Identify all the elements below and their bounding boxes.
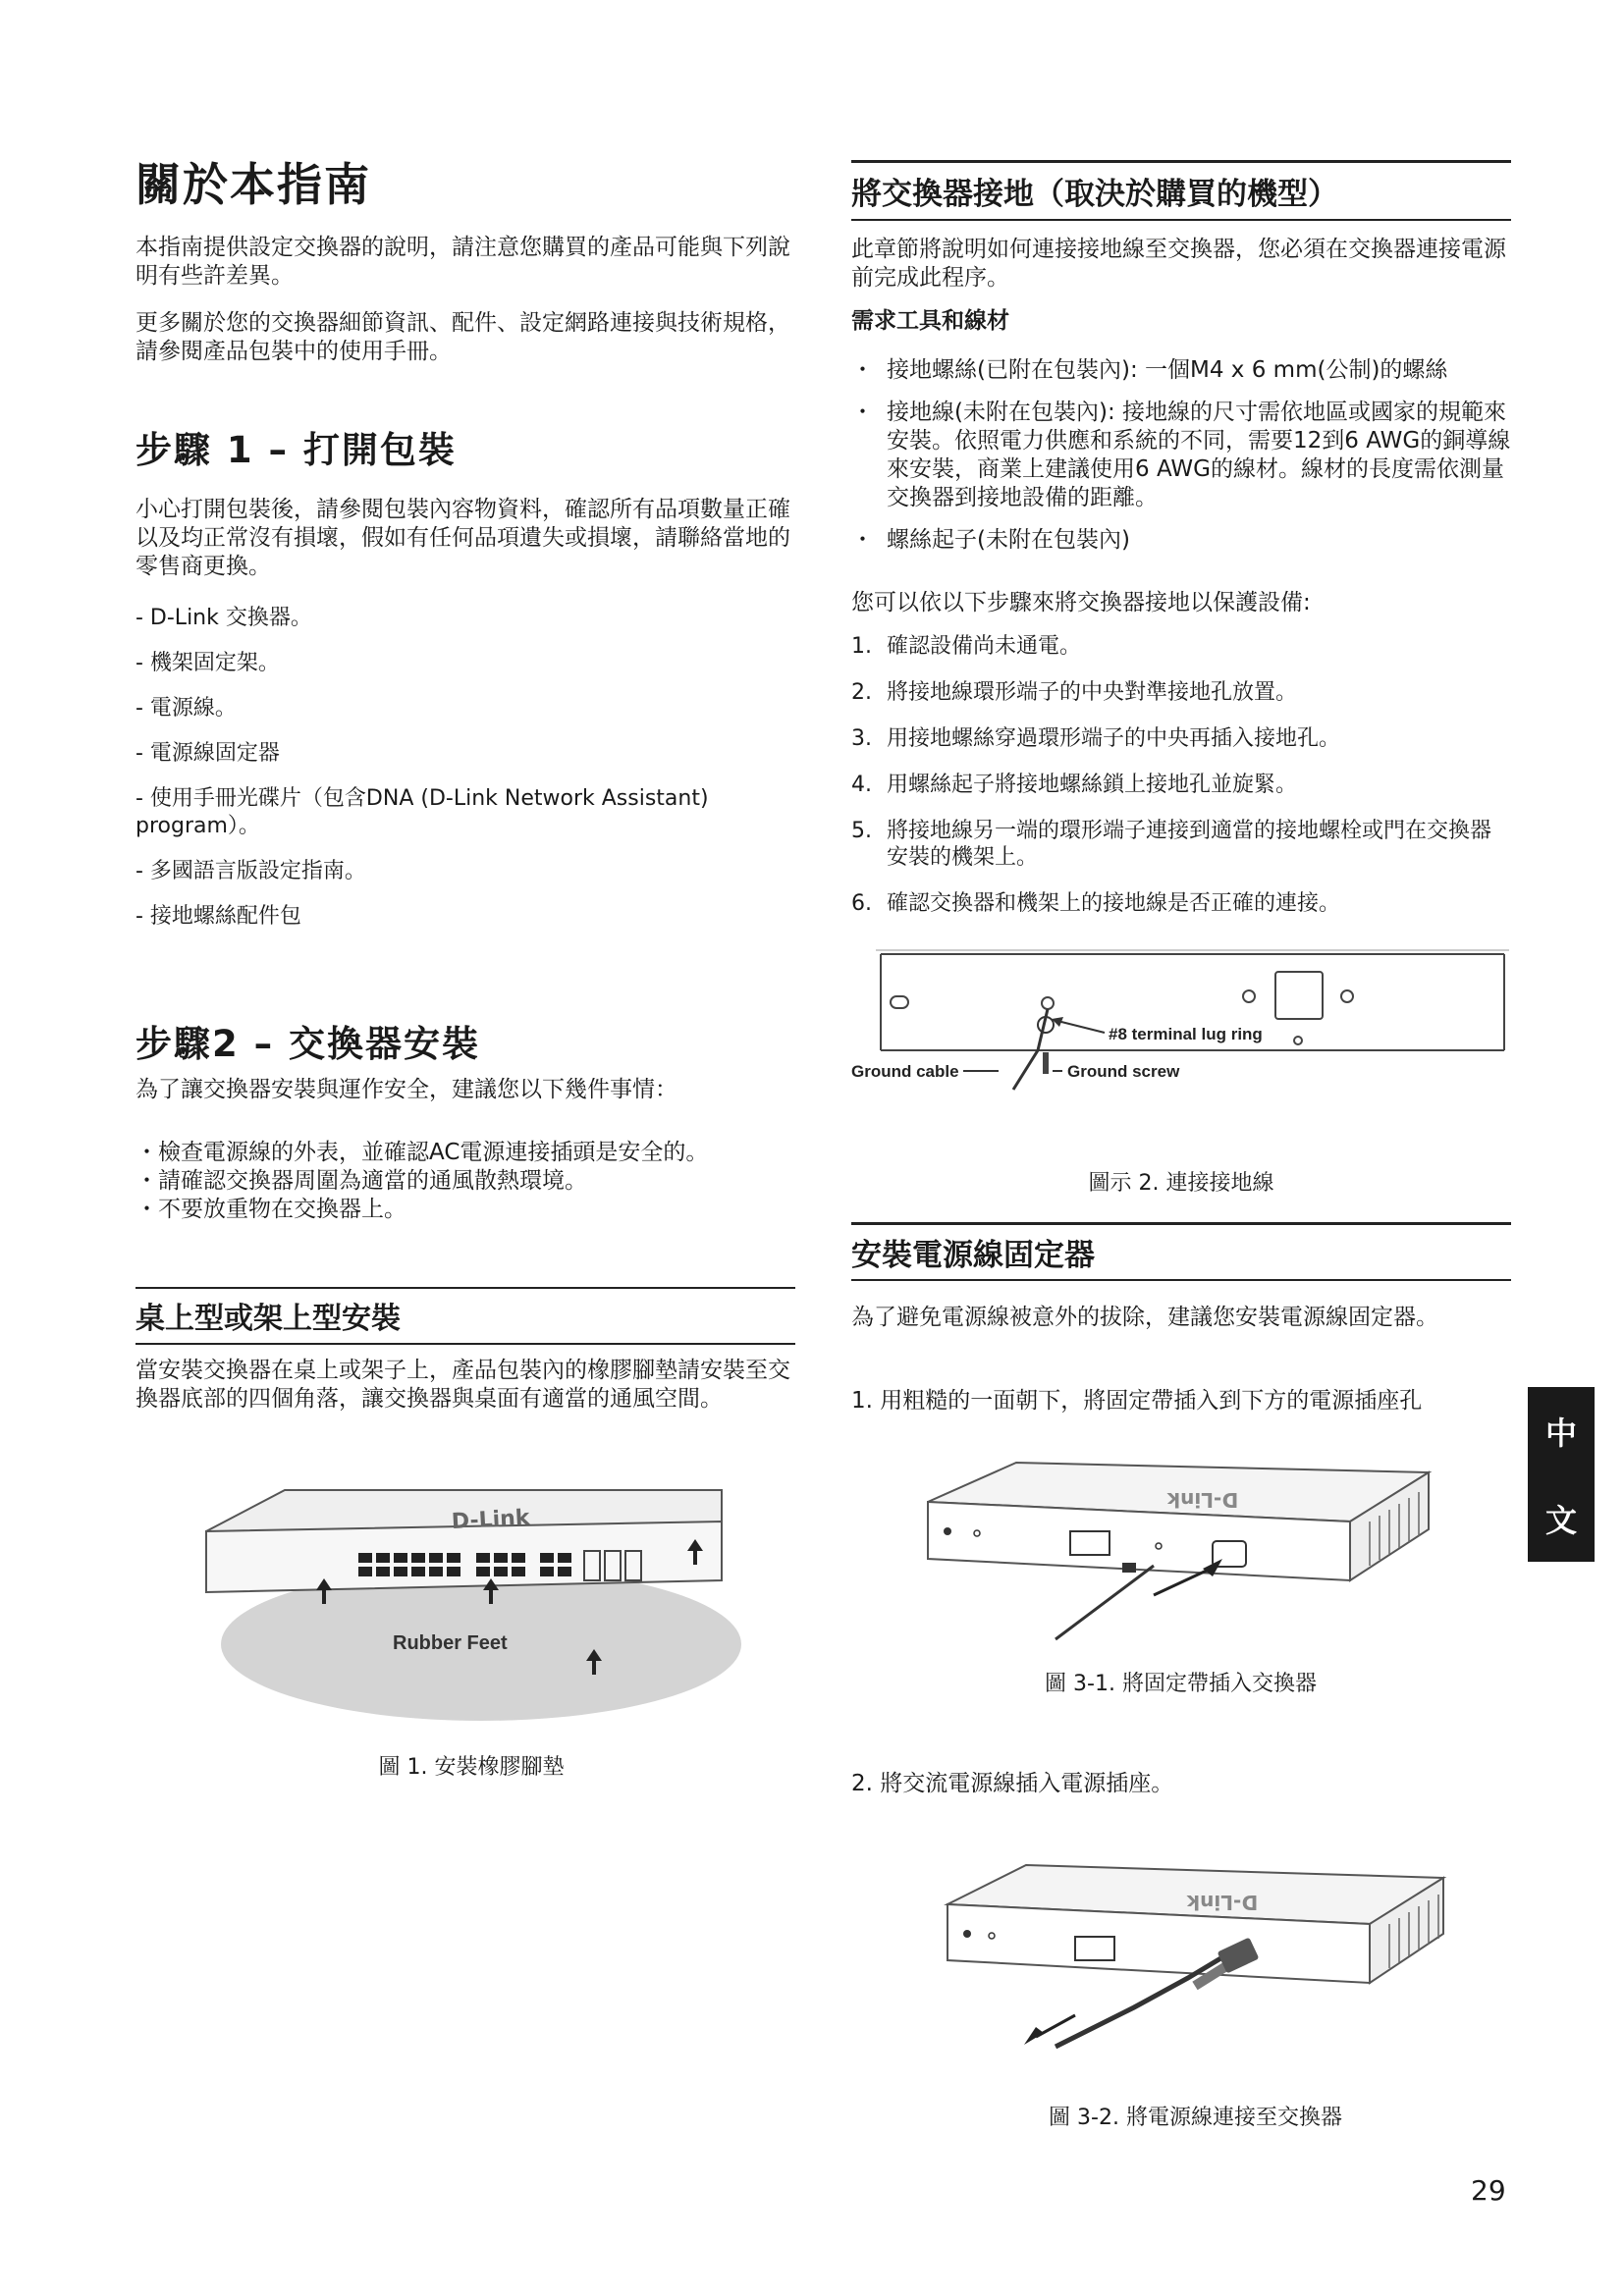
retainer-step-1: 1. 用粗糙的一面朝下，將固定帶插入到下方的電源插座孔: [851, 1388, 1423, 1414]
retainer-insert-illustration: [918, 1453, 1443, 1649]
list-item: 5. 將接地線另一端的環形端子連接到適當的接地螺栓或門在交換器安裝的機架上。: [851, 819, 1492, 870]
grounding-steps: [851, 633, 1511, 936]
list-item: ・檢查電源線的外表，並確認AC電源連接插頭是安全的。: [135, 1140, 709, 1165]
list-item: 3. 用接地螺絲穿過環形端子的中央再插入接地孔。: [851, 726, 1341, 751]
rubber-feet-illustration: [196, 1482, 746, 1728]
package-contents-list: [135, 605, 803, 948]
brand-logo: D-Link: [1166, 1488, 1239, 1512]
brand-logo: D-Link: [451, 1505, 531, 1535]
list-item: ・ 接地線(未附在包裝內): 接地線的尺寸需依地區或國家的規範來安裝。依照電力供應和系統的不同，需要12到6 AWG的銅導線來安裝，商業上建議使用6 AWG的線材。線材的長度需依測量交換器到接地設備的距離。: [851, 399, 1511, 512]
language-tab: [1528, 1387, 1595, 1562]
step2-text: 為了讓交換器安裝與運作安全，建議您以下幾件事情：: [135, 1077, 677, 1102]
step1-text: 小心打開包裝後，請參閱包裝內容物資料，確認所有品項數量正確以及均正常沒有損壞，假如有任何品項遺失或損壞，請聯絡當地的零售商更換。: [135, 497, 790, 579]
list-item: - 電源線固定器: [135, 741, 280, 766]
list-item: 6. 確認交換器和機架上的接地線是否正確的連接。: [851, 891, 1341, 916]
ground-connection-illustration: [851, 942, 1519, 1109]
divider: [851, 1222, 1511, 1225]
grounding-text: 此章節將說明如何連接接地線至交換器，您必須在交換器連接電源前完成此程序。: [851, 237, 1506, 291]
divider: [851, 219, 1511, 221]
list-item: - 電源線。: [135, 696, 237, 721]
list-item: - 多國語言版設定指南。: [135, 859, 366, 883]
power-cord-illustration: [938, 1850, 1453, 2056]
steps-intro: 您可以依以下步驟來將交換器接地以保護設備:: [851, 590, 1311, 615]
intro-paragraph-more: 更多關於您的交換器細節資訊、配件、設定網路連接與技術規格，請參閱產品包裝中的使用手冊。: [135, 310, 790, 364]
safety-list: [135, 1139, 803, 1224]
language-tab-char: 文: [1544, 1501, 1577, 1539]
desk-heading: 桌上型或架上型安裝: [135, 1302, 401, 1336]
list-item: ・不要放重物在交換器上。: [135, 1197, 406, 1222]
divider: [851, 1279, 1511, 1281]
figure-3-2-caption: 圖 3-2. 將電源線連接至交換器: [1049, 2106, 1342, 2130]
list-item: 4. 用螺絲起子將接地螺絲鎖上接地孔並旋緊。: [851, 773, 1298, 797]
step1-heading: 步驟 1 – 打開包裝: [135, 429, 457, 471]
divider: [851, 160, 1511, 163]
divider: [135, 1287, 795, 1289]
list-item: ・請確認交換器周圍為適當的通風散熱環境。: [135, 1168, 587, 1194]
retainer-heading: 安裝電源線固定器: [851, 1238, 1095, 1273]
list-item: ・ 接地螺絲(已附在包裝內): 一個M4 x 6 mm(公制)的螺絲: [851, 356, 1511, 385]
rubber-feet-label: Rubber Feet: [393, 1632, 508, 1654]
lug-ring-label: #8 terminal lug ring: [1109, 1025, 1263, 1043]
language-tab-char: 中: [1544, 1414, 1577, 1452]
list-item: - 機架固定架。: [135, 651, 280, 675]
list-item: 2. 將接地線環形端子的中央對準接地孔放置。: [851, 680, 1298, 705]
list-item: - 使用手冊光碟片（包含DNA (D-Link Network Assistant) program）。: [135, 786, 709, 838]
brand-logo: D-Link: [1186, 1891, 1259, 1914]
step2-heading: 步驟2 – 交換器安裝: [135, 1023, 481, 1065]
ground-screw-label: Ground screw: [1067, 1062, 1180, 1081]
list-item: 1. 確認設備尚未通電。: [851, 634, 1082, 659]
ground-cable-label: Ground cable: [851, 1062, 959, 1081]
list-item: - 接地螺絲配件包: [135, 904, 301, 929]
intro-paragraph: 本指南提供設定交換器的說明，請注意您購買的產品可能與下列說明有些許差異。: [135, 235, 790, 289]
list-item: - D-Link 交換器。: [135, 606, 312, 630]
tools-list: [851, 356, 1511, 568]
figure-1-caption: 圖 1. 安裝橡膠腳墊: [378, 1755, 565, 1780]
retainer-text: 為了避免電源線被意外的拔除，建議您安裝電源線固定器。: [851, 1305, 1438, 1330]
page-number: 29: [1471, 2174, 1506, 2207]
figure-2-caption: 圖示 2. 連接接地線: [1088, 1171, 1274, 1196]
tools-heading: 需求工具和線材: [851, 308, 1009, 334]
figure-3-1-caption: 圖 3-1. 將固定帶插入交換器: [1045, 1672, 1317, 1696]
grounding-heading: 將交換器接地（取決於購買的機型）: [851, 177, 1338, 212]
divider: [135, 1343, 795, 1345]
desk-text: 當安裝交換器在桌上或架子上，產品包裝內的橡膠腳墊請安裝至交換器底部的四個角落，讓交換器與桌面有適當的通風空間。: [135, 1358, 790, 1412]
page-title: 關於本指南: [135, 158, 371, 211]
list-item: ・ 螺絲起子(未附在包裝內): [851, 526, 1511, 555]
retainer-step-2: 2. 將交流電源線插入電源插座。: [851, 1771, 1174, 1796]
